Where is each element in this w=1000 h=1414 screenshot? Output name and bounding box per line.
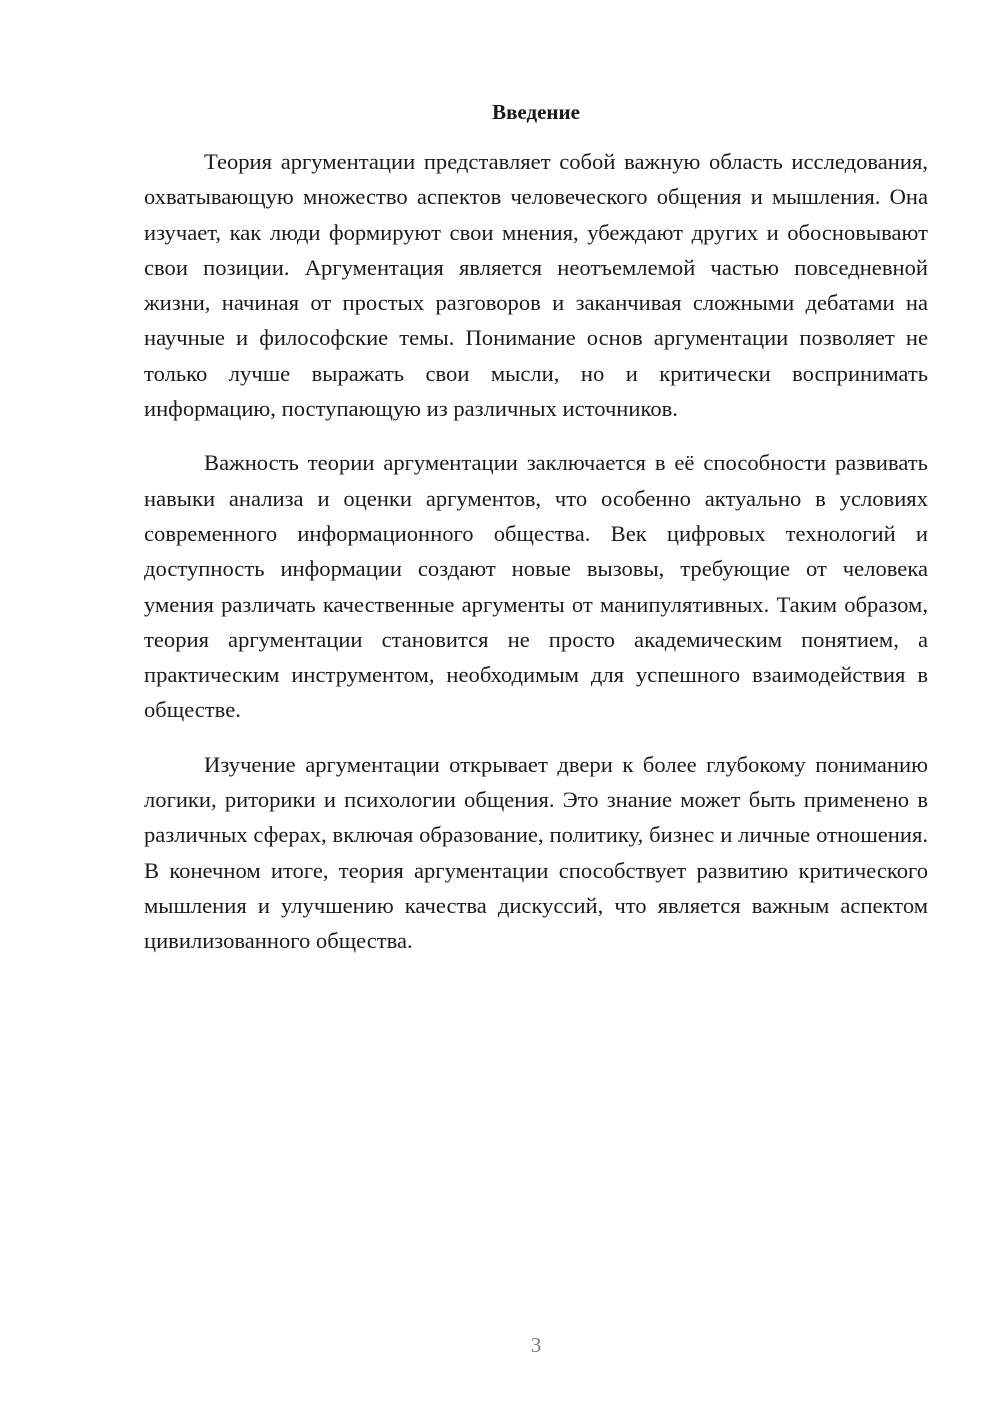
section-title: Введение bbox=[492, 100, 580, 124]
page-number: 3 bbox=[530, 1333, 542, 1357]
paragraph-2: Важность теории аргументации заключается в её способности развивать навыки анализа и оценки аргументов, что особенно актуально в условиях современного информационного общества. Век цифровых технологий и доступность информации создают новые вызовы, требующие от человека умения различать качественные аргументы от манипулятивных. Таким образом, теория аргументации становится не просто академическим понятием, а практическим инструментом, необходимым для успешного взаимодействия в обществе. bbox=[144, 450, 928, 723]
paragraph-3: Изучение аргументации открывает двери к более глубокому пониманию логики, риторики и психологии общения. Это знание может быть применено в различных сферах, включая образование, политику, бизнес и личные отношения. В конечном итоге, теория аргументации способствует развитию критического мышления и улучшению качества дискуссий, что является важным аспектом цивилизованного общества. bbox=[144, 751, 928, 954]
page-content bbox=[144, 98, 928, 959]
paragraph-1: Теория аргументации представляет собой важную область исследования, охватывающую множество аспектов человеческого общения и мышления. Она изучает, как люди формируют свои мнения, убеждают других и обосновывают свои позиции. Аргументация является неотъемлемой частью повседневной жизни, начиная от простых разговоров и заканчивая сложными дебатами на научные и философские темы. Понимание основ аргументации позволяет не только лучше выражать свои мысли, но и критически воспринимать информацию, поступающую из различных источников. bbox=[144, 149, 928, 422]
